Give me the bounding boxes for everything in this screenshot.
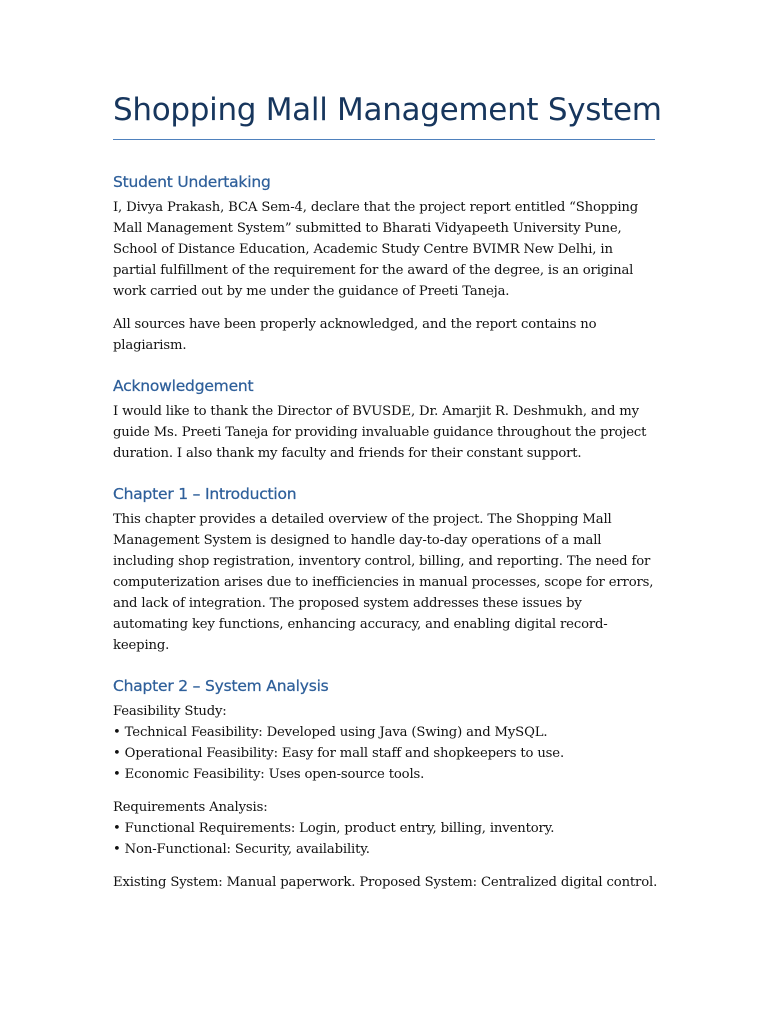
feasibility-label: Feasibility Study: bbox=[113, 704, 227, 719]
section-student-undertaking bbox=[113, 170, 658, 356]
paragraph: I, Divya Prakash, BCA Sem-4, declare that the project report entitled “Shopping Mall Management System” submitted to Bharati Vidyapeeth University Pune, School of Distance Education, Academic Study Centre BVIMR New Delhi, in partial fulfillment of the requirement for the award of the degree, is an original work carried out by me under the guidance of Preeti Taneja. bbox=[113, 200, 639, 299]
section-heading: Acknowledgement bbox=[113, 377, 254, 395]
section-heading: Student Undertaking bbox=[113, 173, 271, 191]
list-item: • Economic Feasibility: Uses open-source tools. bbox=[113, 767, 425, 782]
requirements-label: Requirements Analysis: bbox=[113, 800, 268, 815]
paragraph: I would like to thank the Director of BVUSDE, Dr. Amarjit R. Deshmukh, and my guide Ms. Preeti Taneja for providing invaluable guidance throughout the project duration. I also thank my faculty and friends for their constant support. bbox=[113, 404, 647, 461]
list-item: • Non-Functional: Security, availability. bbox=[113, 842, 370, 857]
requirements-block bbox=[113, 797, 658, 860]
list-item: • Functional Requirements: Login, product entry, billing, inventory. bbox=[113, 821, 555, 836]
paragraph: All sources have been properly acknowledged, and the report contains no plagiarism. bbox=[113, 317, 597, 353]
paragraph: This chapter provides a detailed overview of the project. The Shopping Mall Management System is designed to handle day-to-day operations of a mall including shop registration, inventory control, billing, and reporting. The need for computerization arises due to inefficiencies in manual processes, scope for errors, and lack of integration. The proposed system addresses these issues by automating key functions, enhancing accuracy, and enabling digital record-keeping. bbox=[113, 512, 654, 653]
paragraph: Existing System: Manual paperwork. Proposed System: Centralized digital control. bbox=[113, 875, 658, 890]
list-item: • Technical Feasibility: Developed using Java (Swing) and MySQL. bbox=[113, 725, 548, 740]
section-heading: Chapter 2 – System Analysis bbox=[113, 677, 329, 695]
section-chapter-2 bbox=[113, 674, 658, 893]
section-acknowledgement bbox=[113, 374, 658, 464]
section-chapter-1 bbox=[113, 482, 658, 656]
list-item: • Operational Feasibility: Easy for mall staff and shopkeepers to use. bbox=[113, 746, 564, 761]
title-underline bbox=[113, 139, 655, 140]
feasibility-block bbox=[113, 701, 658, 785]
document-body bbox=[113, 170, 658, 911]
section-heading: Chapter 1 – Introduction bbox=[113, 485, 297, 503]
document-title: Shopping Mall Management System bbox=[113, 92, 662, 128]
